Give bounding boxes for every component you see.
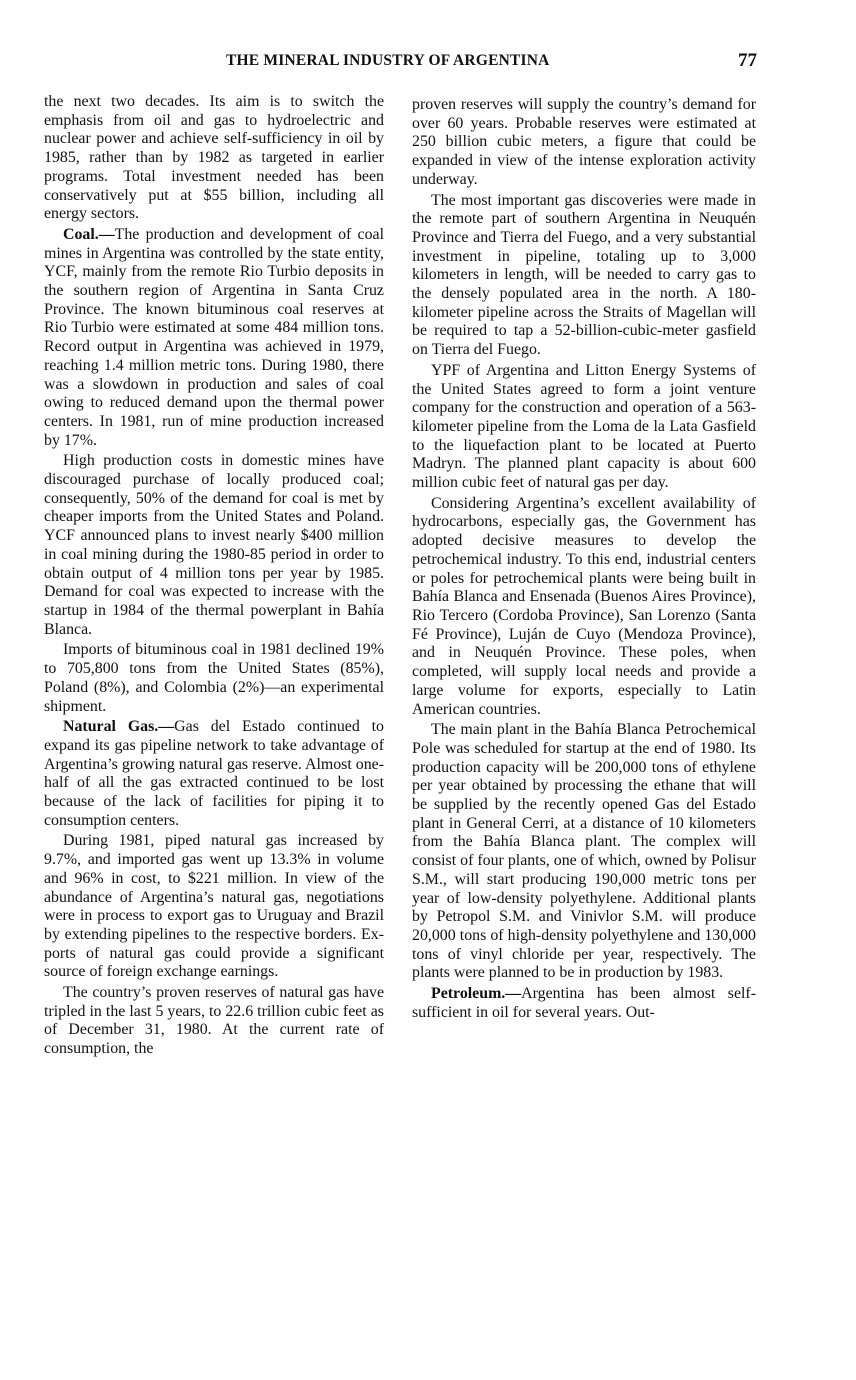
paragraph-coal-imports: Imports of bituminous coal in 1981 declined 19% to 705,800 tons from the United States (85%), Poland (8%), and Colombia (2%)—an experimental shipment. (44, 641, 384, 715)
paragraph-bahia-blanca-plant: The main plant in the Bahía Blanca Petrochemical Pole was scheduled for startup at the end of 1980. Its production capacity will be 200,000 tons of ethylene per year obtained by processing the ethane that will be supplied by the recently opened Gas del Estado plant in General Cerri, at a distance of 10 kilometers from the Bahía Blanca plant. The complex will consist of four plants, one of which, owned by Polisur S.M., will start producing 190,000 metric tons per year of low-density polyethylene. Additional plants by Petropol S.M. and Vinivlor S.M. will produce 20,000 tons of high-density polyethylene and 130,000 tons of vinyl chloride per year, respectively. The plants were planned to be in production by 1983. (412, 721, 756, 982)
running-title: THE MINERAL INDUSTRY OF ARGENTINA (226, 52, 550, 69)
paragraph-gas-reserves: The country’s proven reserves of natural gas have tripled in the last 5 years, to 22.6 trillion cubic feet as of December 31, 1980. At the current rate of consumption, the (44, 984, 384, 1058)
right-column (412, 96, 756, 1022)
paragraph-petrochemical: Considering Argentina’s excellent availability of hydrocarbons, especially gas, the Government has adopted decisive measures to develop the petrochemical industry. To this end, industrial centers or poles for petrochemical plants were being built in Bahía Blanca and Ensenada (Buenos Aires Province), Rio Tercero (Cordoba Province), San Lorenzo (Santa Fé Province), Luján de Cuyo (Mendoza Province), and in Neuquén Province. These poles, when completed, will supply local needs and provide a large volume for exports, especially to Latin American countries. (412, 494, 756, 718)
section-heading-petroleum: Petroleum.— (431, 985, 522, 1003)
paragraph-energy-plan-continued: the next two decades. Its aim is to switch the emphasis from oil and gas to hydroelectric and nuclear power and achieve self-sufficiency in oil by 1985, rather than by 1982 as targeted in earlier programs. Total investment needed has been conservatively put at $55 billion, including all energy sectors. (44, 93, 384, 223)
paragraph-petroleum-text: Argentina has been almost self-sufficient in oil for several years. Out- (412, 985, 756, 1021)
paragraph-gas-discoveries: The most important gas discoveries were made in the remote part of southern Argentina in Neuquén Province and Tierra del Fuego, and a very substantial investment in pipeline, totaling up to 3,000 kilometers in length, will be needed to carry gas to the densely populated area in the north. A 180-kilometer pipeline across the Straits of Magellan will be required to tap a 52-billion-cubic-meter gasfield on Tierra del Fuego. (412, 191, 756, 359)
paragraph-coal-costs: High production costs in domestic mines have discouraged purchase of locally produced coal; consequently, 50% of the demand for coal is met by cheaper imports from the United States and Poland. YCF announced plans to invest nearly $400 million in coal mining during the 1980-85 period in order to obtain output of 4 million tons per year by 1985. Demand for coal was expected to increase with the startup in 1984 of the thermal powerplant in Bahía Blanca. (44, 452, 384, 638)
page-number: 77 (738, 50, 757, 71)
left-column (44, 93, 384, 1059)
paragraph-coal-text: The production and development of coal mines in Argentina was controlled by the state entity, YCF, mainly from the remote Rio Turbio deposits in the southern region of Argentina in Santa Cruz Province. The known bituminous coal reserves at Rio Turbio were estimated at some 484 million tons. Record output in Argentina was achieved in 1979, reaching 1.4 million metric tons. During 1980, there was a slowdown in production and sales of coal owing to reduced demand upon the thermal power centers. In 1981, run of mine production increased by 17%. (44, 225, 384, 449)
section-heading-coal: Coal.— (63, 225, 115, 243)
paragraph-petroleum (412, 985, 756, 1022)
paragraph-gas-reserves-continued: proven reserves will supply the country’s demand for over 60 years. Probable reserves were estimated at 250 billion cubic meters, a figure that could be expanded in view of the intense exploration activity underway. (412, 96, 756, 188)
paragraph-coal (44, 226, 384, 450)
paragraph-natural-gas-text: Gas del Estado continued to expand its gas pipeline network to take advantage of Argentina’s growing natural gas reserve. Almost one-half of all the gas extracted continued to be lost because of the lack of facilities for piping it to consumption centers. (44, 718, 384, 829)
paragraph-natural-gas (44, 718, 384, 830)
paragraph-gas-1981: During 1981, piped natural gas increased by 9.7%, and imported gas went up 13.3% in volume and 96% in cost, to $221 million. In view of the abundance of Argentina’s natural gas, negotiations were in process to export gas to Uruguay and Brazil by extending pipelines to the respective borders. Exports of natural gas could provide a significant source of foreign exchange earnings. (44, 832, 384, 981)
section-heading-natural-gas: Natural Gas.— (63, 718, 175, 736)
running-head (0, 50, 856, 74)
paragraph-ypf-litton: YPF of Argentina and Litton Energy Systems of the United States agreed to form a joint venture company for the construction and operation of a 563-kilometer pipeline from the Loma de la Lata Gasfield to the liquefaction plant to be located at Puerto Madryn. The planned plant capacity is about 600 million cubic feet of natural gas per day. (412, 361, 756, 492)
